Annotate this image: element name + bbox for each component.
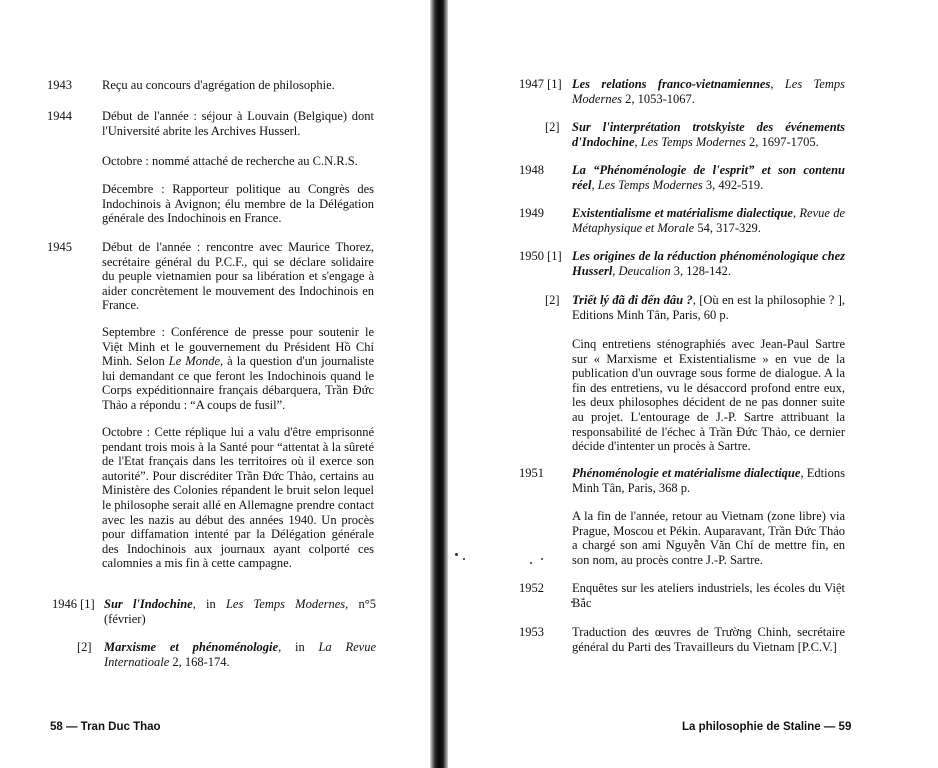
publication-title: Les relations franco-vietnamiennes — [572, 77, 771, 91]
entry-text: Septembre : Conférence de presse pour soutenir le Việt Minh et le gouvernement du Président Hồ Chí Minh. Selon Le Monde, à la question d'un journaliste lui demandant ce que feront les Indochinois quand le Corps expéditionnaire français débarquera, Trần Đức Thảo a répondu : “A coups de fusil”. — [102, 325, 375, 412]
publication-title: Phénoménologie et matérialisme dialectique — [572, 466, 801, 480]
entry-year: [2] — [545, 293, 560, 307]
entry-text: Début de l'année : séjour à Louvain (Belgique) dont l'Université abrite les Archives Husserl. — [102, 109, 374, 138]
publication-text: Sur l'Indochine, in Les Temps Modernes, n°5 (février) — [104, 597, 376, 626]
publication-text: Existentialisme et matérialisme dialectique, Revue de Métaphysique et Morale 54, 317-329. — [572, 206, 846, 235]
publication-text: Triết lý đã đi đến đâu ?, [Où en est la philosophie ? ], Editions Minh Tân, Paris, 60 p. — [572, 293, 846, 322]
journal-name: Les Temps Modernes — [225, 597, 346, 611]
publication-text: Sur l'interprétation trotskyiste des événements d'Indochine, Les Temps Modernes 2, 1697-1705. — [572, 120, 845, 149]
publication-title: La “Phénoménologie de l'esprit” et son contenu réel — [572, 163, 845, 192]
publication-text: Les relations franco-vietnamiennes, Les Temps Modernes 2, 1053-1067. — [572, 77, 845, 106]
journal-name: Les Temps Modernes — [640, 134, 746, 149]
publication-title: Triết lý đã đi đến đâu ? — [572, 293, 693, 307]
entry-year: 1947 [1] — [519, 77, 562, 91]
entry-text: Décembre : Rapporteur politique au Congrès des Indochinois à Avignon; élu membre de la Délégation générale des Indochinois en France. — [102, 182, 374, 226]
newspaper-name: Le Monde — [168, 354, 221, 369]
publication-title: Existentialisme et matérialisme dialectique — [572, 206, 793, 220]
journal-name: Les Temps Modernes — [597, 177, 703, 192]
publication-text: Marxisme et phénoménologie, in La Revue Internatioale 2, 168-174. — [104, 640, 376, 669]
entry-text: Traduction des œuvres de Trường Chinh, secrétaire général du Parti des Travailleurs du Vietnam [P.C.V.] — [572, 625, 845, 654]
publication-title: Sur l'Indochine — [104, 597, 193, 611]
publication-title: Marxisme et phénoménologie — [104, 640, 279, 654]
entry-text: Enquêtes sur les ateliers industriels, les écoles du Việt Bắc — [572, 581, 845, 610]
entry-year: 1952 — [519, 581, 544, 595]
entry-text: Début de l'année : rencontre avec Maurice Thorez, secrétaire général du P.C.F., qui se déclare solidaire du peuple vietnamien pour sa libération et s'engage à aider concrètement le mouvement des Indochinois en France. — [102, 240, 374, 313]
journal-name: La Revue Internatioale — [104, 640, 376, 669]
entry-year: 1948 — [519, 163, 544, 177]
entry-text: A la fin de l'année, retour au Vietnam (zone libre) via Prague, Moscou et Pékin. Auparavant, Trần Đức Thảo a chargé son ami Nguyễn Văn Chí de mettre fin, en son nom, au procès contre J.-P. Sartre. — [572, 509, 845, 567]
entry-year: 1945 — [47, 240, 72, 254]
entry-text: Octobre : nommé attaché de recherche au C.N.R.S. — [102, 154, 358, 168]
entry-year: 1946 [1] — [52, 597, 95, 611]
entry-year: [2] — [545, 120, 560, 134]
entry-year: [2] — [77, 640, 92, 654]
entry-year: 1950 [1] — [519, 249, 562, 263]
publication-text: La “Phénoménologie de l'esprit” et son contenu réel, Les Temps Modernes 3, 492-519. — [572, 163, 845, 192]
page-footer: La philosophie de Staline — 59 — [682, 721, 852, 733]
entry-year: 1943 — [47, 78, 72, 92]
left-page — [0, 0, 432, 768]
entry-year: 1944 — [47, 109, 72, 123]
entry-year: 1949 — [519, 206, 544, 220]
entry-text: Octobre : Cette réplique lui a valu d'être emprisonné pendant trois mois à la Santé pour “attentat à la sûreté de l'Etat français dans les territoires où il exerce son autorité”. Pour discréditer Trần Đức Thảo, certains au Ministère des Colonies répandent le bruit selon lequel le philosophe serait allé en Allemagne prendre contact avec les nazis au début des années 1940. Un procès pour diffamation intenté par la Délégation générale des Indochinois aux journaux ayant colporté ces calomnies a mis fin à cette campagne. — [102, 425, 374, 571]
right-page — [446, 0, 938, 768]
publication-text: Les origines de la réduction phénoménologique chez Husserl, Deucalion 3, 128-142. — [572, 249, 845, 278]
journal-name: Deucalion — [618, 263, 671, 278]
publication-title: Sur l'interprétation trotskyiste des événements d'Indochine — [572, 120, 845, 149]
journal-name: Les Temps Modernes — [572, 77, 845, 106]
entry-year: 1951 — [519, 466, 544, 480]
entry-text: Cinq entretiens sténographiés avec Jean-Paul Sartre sur « Marxisme et Existentialisme » en vue de la publication d'un ouvrage sous forme de dialogue. A la fin des entretiens, vu le désaccord profond entre eux, les deux philosophes décident de ne pas donner suite au projet. L'entourage de J.-P. Sartre attribuant la responsabilité de l'échec à Trần Đức Thảo, ce dernier décide d'intenter un procès à Sartre. — [572, 337, 845, 454]
entry-text: Reçu au concours d'agrégation de philosophie. — [102, 78, 335, 92]
page-footer: 58 — Tran Duc Thao — [50, 721, 161, 733]
entry-year: 1953 — [519, 625, 544, 639]
journal-name: Revue de Métaphysique et Morale — [572, 206, 846, 235]
publication-text: Phénoménologie et matérialisme dialectique, Edtions Minh Tân, Paris, 368 p. — [572, 466, 845, 495]
publication-title: Les origines de la réduction phénoménologique chez Husserl — [572, 249, 845, 278]
